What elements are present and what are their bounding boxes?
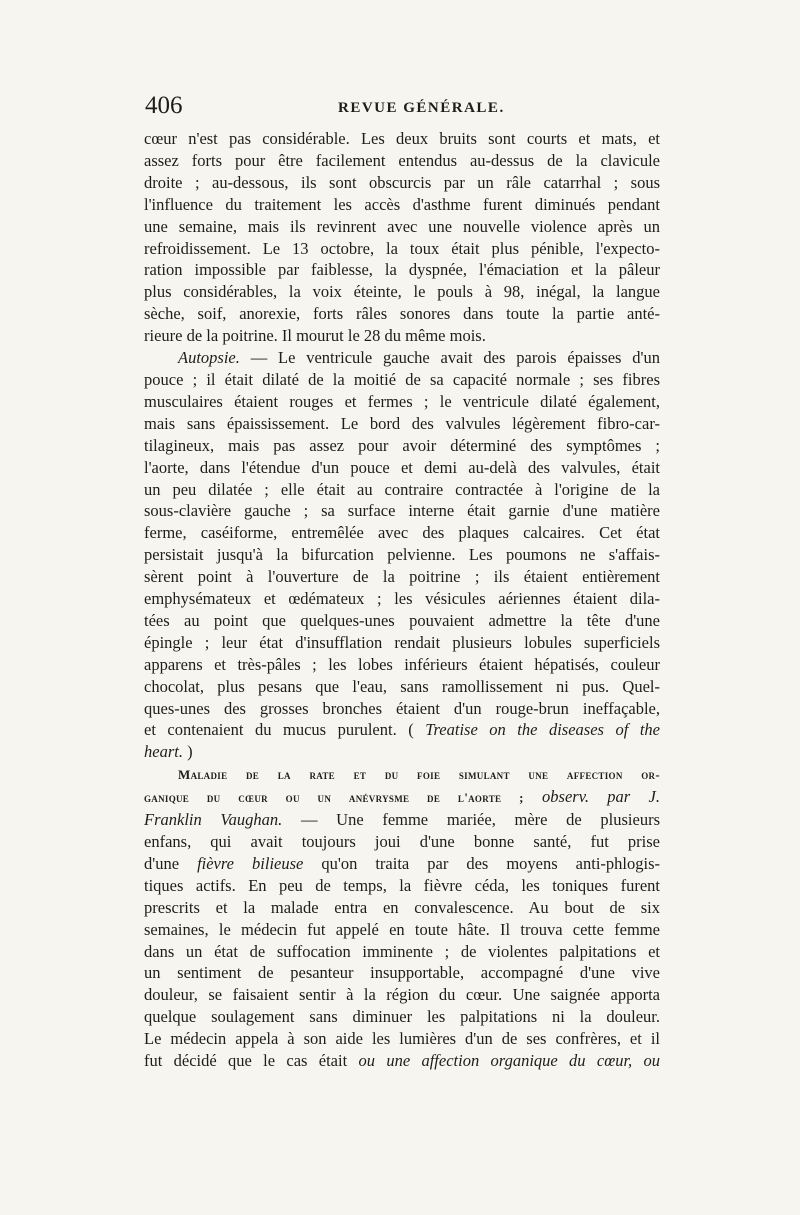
text-line: dans un état de suffocation imminente ; de violentes palpitations et xyxy=(144,941,660,961)
text-line: rieure de la poitrine. Il mourut le 28 du même mois. xyxy=(144,326,486,346)
case-title-line xyxy=(144,786,660,809)
text-line: sèrent point à l'ouverture de la poitrine ; ils étaient entièrement xyxy=(144,567,660,587)
text-fragment: — Le ventricule gauche avait des parois épaisses d'un xyxy=(239,348,660,368)
text-line: ques-unes des grosses bronches étaient d'un rouge-brun ineffaçable, xyxy=(144,698,660,718)
case-title: Maladie de la rate et du foie simulant une affection or- xyxy=(178,767,660,783)
text-line: quelque soulagement sans diminuer les palpitations ni la douleur. xyxy=(144,1007,660,1027)
page-number: 406 xyxy=(145,92,183,119)
text-line: un peu dilatée ; elle était au contraire contractée à l'origine de la xyxy=(144,479,660,499)
text-line: ferme, caséiforme, entremêlée avec des plaques calcaires. Cet état xyxy=(144,523,660,543)
autopsie-label: Autopsie. xyxy=(178,348,240,368)
case-author-line xyxy=(144,809,660,831)
text-fragment: ) xyxy=(182,742,193,762)
running-title: REVUE GÉNÉRALE. xyxy=(338,100,505,116)
text-line: assez forts pour être facilement entendus au-dessus de la clavicule xyxy=(144,150,660,170)
text-line: tilagineux, mais pas assez pour avoir déterminé des symptômes ; xyxy=(144,435,660,455)
text-line: droite ; au-dessous, ils sont obscurcis par un râle catarrhal ; sous xyxy=(144,172,660,192)
text-fragment: et contenaient du mucus purulent. ( xyxy=(144,720,426,740)
text-line: sous-clavière gauche ; sa surface interne était garnie d'une matière xyxy=(144,501,660,521)
text-line: tées au point que quelques-unes pouvaient admettre la tête d'une xyxy=(144,610,660,630)
text-fragment: d'une xyxy=(144,853,198,873)
text-line: musculaires étaient rouges et fermes ; le ventricule dilaté également, xyxy=(144,391,660,411)
text-line: douleur, se faisaient sentir à la région du cœur. Une saignée apporta xyxy=(144,985,660,1005)
text-line: refroidissement. Le 13 octobre, la toux était plus pénible, l'expecto- xyxy=(144,238,660,258)
text-line: l'aorte, dans l'étendue d'un pouce et demi au-delà des valvules, était xyxy=(144,457,660,477)
text-line: pouce ; il était dilaté de la moitié de sa capacité normale ; ses fibres xyxy=(144,369,660,389)
text-line xyxy=(144,1050,660,1072)
reference-line-end xyxy=(144,741,660,763)
text-line: épingle ; leur état d'insufflation rendait plusieurs lobules superficiels xyxy=(144,632,660,652)
text-line: sèche, soif, anorexie, forts râles sonores dans toute la partie anté- xyxy=(144,304,660,324)
case-author: Franklin Vaughan. xyxy=(144,810,283,830)
body-text xyxy=(144,128,660,1072)
text-line: mais sans épaississement. Le bord des valvules légèrement fibro-car- xyxy=(144,413,660,433)
text-line: ration impossible par faiblesse, la dyspnée, l'émaciation et la pâleur xyxy=(144,260,660,280)
reference-title-end: heart. xyxy=(144,742,183,762)
text-line: Le médecin appela à son aide les lumières d'un de ses confrères, et il xyxy=(144,1029,660,1049)
text-fragment: qu'on traita par des moyens anti-phlogis- xyxy=(303,853,660,873)
text-line xyxy=(144,853,660,875)
case-title-line xyxy=(144,763,660,786)
text-line: cœur n'est pas considérable. Les deux bruits sont courts et mats, et xyxy=(144,129,660,148)
reference-line xyxy=(144,719,660,741)
text-line: chocolat, plus pesans que l'eau, sans ramollissement ni pus. Quel- xyxy=(144,676,660,696)
text-fragment: fut décidé que le cas était xyxy=(144,1051,359,1071)
text-line: plus considérables, la voix éteinte, le pouls à 98, inégal, la langue xyxy=(144,282,660,302)
emphasis: ou une affection organique du cœur, ou xyxy=(358,1051,660,1071)
text-line: un sentiment de pesanteur insupportable, accompagné d'une vive xyxy=(144,963,660,983)
text-line: apparens et très-pâles ; les lobes inférieurs étaient hépatisés, couleur xyxy=(144,654,660,674)
text-line: l'influence du traitement les accès d'asthme furent diminués pendant xyxy=(144,194,660,214)
text-line: semaines, le médecin fut appelé en toute hâte. Il trouva cette femme xyxy=(144,919,660,939)
text-fragment: — Une femme mariée, mère de plusieurs xyxy=(282,810,660,830)
text-line: prescrits et la malade entra en convalescence. Au bout de six xyxy=(144,897,660,917)
observation-credit: observ. par J. xyxy=(523,787,660,807)
text-line: enfans, qui avait toujours joui d'une bonne santé, fut prise xyxy=(144,832,660,851)
case-title-cont: ganique du cœur ou un anévrysme de l'aorte ; xyxy=(144,790,524,806)
reference-title: Treatise on the diseases of the xyxy=(425,720,660,740)
emphasis: fièvre bilieuse xyxy=(197,853,304,873)
text-line: emphysémateux et œdémateux ; les vésicules aériennes étaient dila- xyxy=(144,589,660,609)
autopsie-first-line xyxy=(144,347,660,369)
text-line: persistait jusqu'à la bifurcation pelvienne. Les poumons ne s'affais- xyxy=(144,545,660,565)
text-line: une semaine, mais ils revinrent avec une nouvelle violence après un xyxy=(144,216,660,236)
text-line: tiques actifs. En peu de temps, la fièvre céda, les toniques furent xyxy=(144,875,660,895)
